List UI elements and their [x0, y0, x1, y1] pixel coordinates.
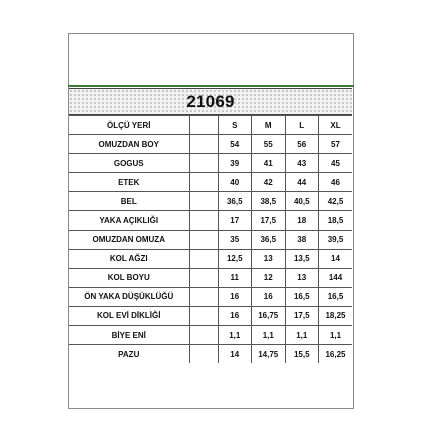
- blank-cell: [189, 249, 218, 268]
- value-s: 36,5: [218, 192, 252, 211]
- value-m: 38,5: [252, 192, 286, 211]
- blank-cell: [189, 230, 218, 249]
- table-row: [69, 287, 352, 306]
- value-l: 18: [285, 211, 319, 230]
- value-xl: 45: [319, 154, 353, 173]
- value-l: 17,5: [285, 306, 319, 325]
- blank-cell: [189, 326, 218, 345]
- measure-label: BEL: [69, 192, 189, 211]
- table-row: [69, 326, 352, 345]
- measure-label: KOL EVİ DİKLİĞİ: [69, 306, 189, 325]
- blank-cell: [189, 192, 218, 211]
- value-m: 16: [252, 287, 286, 306]
- blank-cell: [189, 154, 218, 173]
- value-m: 14,75: [252, 345, 286, 364]
- value-m: 16,75: [252, 306, 286, 325]
- value-m: 55: [252, 135, 286, 154]
- header-size-l: L: [285, 116, 319, 135]
- measure-label: KOL AĞZI: [69, 249, 189, 268]
- measure-label: GOGUS: [69, 154, 189, 173]
- value-s: 1,1: [218, 326, 252, 345]
- measure-label: BİYE ENİ: [69, 326, 189, 345]
- value-l: 13,5: [285, 249, 319, 268]
- value-s: 54: [218, 135, 252, 154]
- value-m: 17,5: [252, 211, 286, 230]
- header-row: [69, 116, 352, 135]
- table-row: [69, 173, 352, 192]
- table-row: [69, 211, 352, 230]
- measure-label: PAZU: [69, 345, 189, 364]
- measure-label: ÖN YAKA DÜŞÜKLÜĞÜ: [69, 287, 189, 306]
- value-l: 44: [285, 173, 319, 192]
- blank-cell: [189, 306, 218, 325]
- header-blank: [189, 116, 218, 135]
- header-divider: [68, 85, 354, 87]
- table-row: [69, 154, 352, 173]
- table-row: [69, 135, 352, 154]
- value-m: 1,1: [252, 326, 286, 345]
- value-s: 39: [218, 154, 252, 173]
- table-row: [69, 192, 352, 211]
- value-s: 40: [218, 173, 252, 192]
- blank-cell: [189, 287, 218, 306]
- value-s: 35: [218, 230, 252, 249]
- value-s: 12,5: [218, 249, 252, 268]
- measure-label: OMUZDAN BOY: [69, 135, 189, 154]
- title-band: [69, 88, 352, 115]
- value-s: 17: [218, 211, 252, 230]
- header-size-xl: XL: [319, 116, 353, 135]
- value-s: 11: [218, 268, 252, 287]
- size-table: [69, 115, 352, 363]
- table-row: [69, 268, 352, 287]
- value-s: 16: [218, 306, 252, 325]
- table-row: [69, 249, 352, 268]
- value-xl: 18,5: [319, 211, 353, 230]
- value-l: 1,1: [285, 326, 319, 345]
- measure-label: ETEK: [69, 173, 189, 192]
- value-xl: 39,5: [319, 230, 353, 249]
- model-number: 21069: [186, 91, 235, 111]
- table-row: [69, 306, 352, 325]
- value-m: 13: [252, 249, 286, 268]
- table-row: [69, 230, 352, 249]
- blank-cell: [189, 173, 218, 192]
- value-xl: 18,25: [319, 306, 353, 325]
- table-row: [69, 345, 352, 364]
- value-xl: 144: [319, 268, 353, 287]
- value-l: 40,5: [285, 192, 319, 211]
- value-xl: 16,25: [319, 345, 353, 364]
- value-xl: 46: [319, 173, 353, 192]
- value-l: 16,5: [285, 287, 319, 306]
- value-m: 12: [252, 268, 286, 287]
- blank-cell: [189, 135, 218, 154]
- value-xl: 57: [319, 135, 353, 154]
- value-m: 41: [252, 154, 286, 173]
- measure-label: KOL BOYU: [69, 268, 189, 287]
- value-m: 42: [252, 173, 286, 192]
- value-m: 36,5: [252, 230, 286, 249]
- value-l: 43: [285, 154, 319, 173]
- value-xl: 42,5: [319, 192, 353, 211]
- value-s: 16: [218, 287, 252, 306]
- measure-label: YAKA AÇIKLIĞI: [69, 211, 189, 230]
- value-xl: 1,1: [319, 326, 353, 345]
- measure-label: OMUZDAN OMUZA: [69, 230, 189, 249]
- blank-cell: [189, 268, 218, 287]
- blank-cell: [189, 345, 218, 364]
- value-s: 14: [218, 345, 252, 364]
- header-measure-point: ÖLÇÜ YERİ: [69, 116, 189, 135]
- value-l: 13: [285, 268, 319, 287]
- value-l: 38: [285, 230, 319, 249]
- value-xl: 16,5: [319, 287, 353, 306]
- header-size-s: S: [218, 116, 252, 135]
- header-size-m: M: [252, 116, 286, 135]
- value-xl: 14: [319, 249, 353, 268]
- value-l: 56: [285, 135, 319, 154]
- blank-cell: [189, 211, 218, 230]
- value-l: 15,5: [285, 345, 319, 364]
